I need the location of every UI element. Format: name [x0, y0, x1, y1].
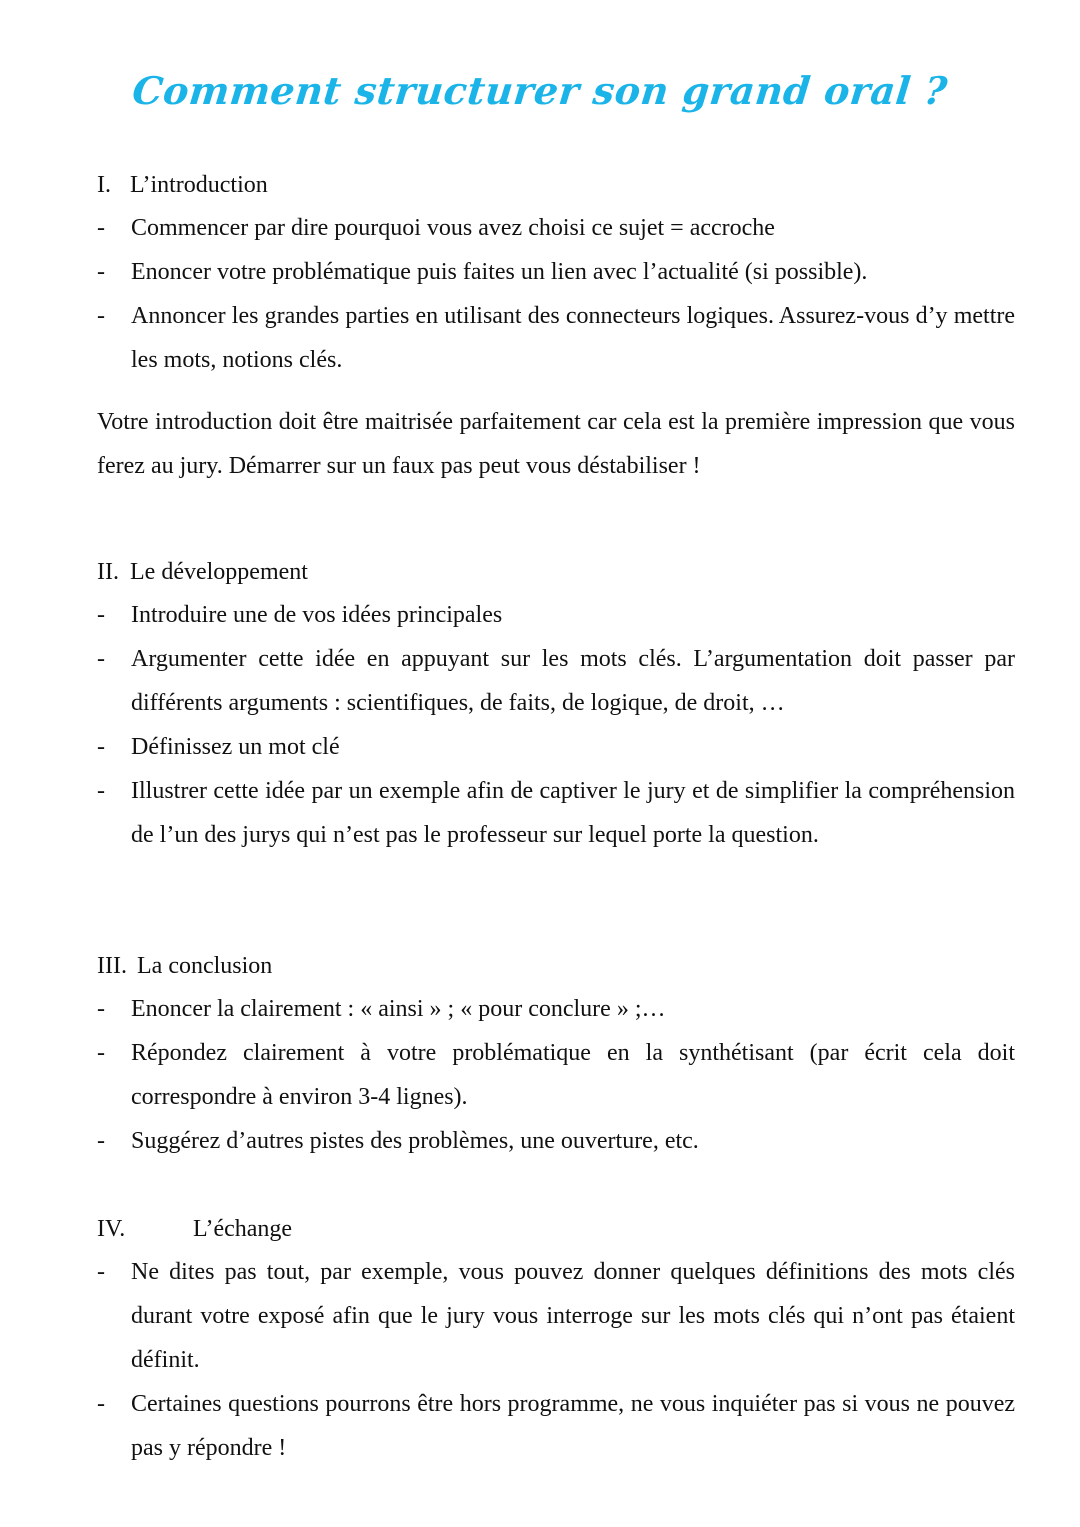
section-number: IV. [97, 1216, 126, 1242]
section-title: Le développement [130, 559, 308, 585]
list-item: - Introduire une de vos idées principales [97, 593, 1015, 637]
page-title: Comment structurer son grand oral ? [130, 68, 950, 113]
list-item: - Illustrer cette idée par un exemple afin de captiver le jury et de simplifier la compréhension de l’un des jurys qui n’est pas le professeur sur lequel porte la question. [97, 769, 1015, 857]
list-item: - Répondez clairement à votre problématique en la synthétisant (par écrit cela doit correspondre à environ 3-4 lignes). [97, 1031, 1015, 1119]
list-item: - Commencer par dire pourquoi vous avez choisi ce sujet = accroche [97, 206, 1015, 250]
list-item: - Certaines questions pourrons être hors programme, ne vous inquiéter pas si vous ne pouvez pas y répondre ! [97, 1382, 1015, 1470]
bullet-dash: - [97, 259, 105, 285]
list-item: - Suggérez d’autres pistes des problèmes, une ouverture, etc. [97, 1119, 1015, 1163]
bullet-dash: - [97, 996, 105, 1022]
list-item: - Définissez un mot clé [97, 725, 1015, 769]
section-number: I. [97, 172, 111, 198]
bullet-dash: - [97, 778, 105, 804]
section-number: II. [97, 559, 119, 585]
bullet-dash: - [97, 1259, 105, 1285]
section-heading-introduction [97, 170, 268, 200]
section-heading-exchange [97, 1214, 292, 1244]
bullet-dash: - [97, 1128, 105, 1154]
section-title: L’échange [193, 1216, 293, 1242]
list-item: - Enoncer votre problématique puis faites un lien avec l’actualité (si possible). [97, 250, 1015, 294]
list-item: - Annoncer les grandes parties en utilisant des connecteurs logiques. Assurez-vous d’y mettre les mots, notions clés. [97, 294, 1015, 382]
bullet-dash: - [97, 215, 105, 241]
bullet-dash: - [97, 602, 105, 628]
section-heading-conclusion [97, 951, 272, 981]
section-heading-development [97, 557, 308, 587]
bullet-dash: - [97, 646, 105, 672]
list-item: - Ne dites pas tout, par exemple, vous pouvez donner quelques définitions des mots clés durant votre exposé afin que le jury vous interroge sur les mots clés qui n’ont pas étaient définit. [97, 1250, 1015, 1382]
section-title: L’introduction [130, 172, 268, 198]
bullet-dash: - [97, 303, 105, 329]
bullet-dash: - [97, 734, 105, 760]
bullet-dash: - [97, 1391, 105, 1417]
section-number: III. [97, 953, 127, 979]
list-item: - Argumenter cette idée en appuyant sur les mots clés. L’argumentation doit passer par différents arguments : scientifiques, de faits, de logique, de droit, … [97, 637, 1015, 725]
list-item: - Enoncer la clairement : « ainsi » ; « pour conclure » ;… [97, 987, 1015, 1031]
section-title: La conclusion [137, 953, 273, 979]
intro-paragraph: Votre introduction doit être maitrisée parfaitement car cela est la première impression que vous ferez au jury. Démarrer sur un faux pas peut vous déstabiliser ! [97, 409, 1015, 479]
bullet-dash: - [97, 1040, 105, 1066]
